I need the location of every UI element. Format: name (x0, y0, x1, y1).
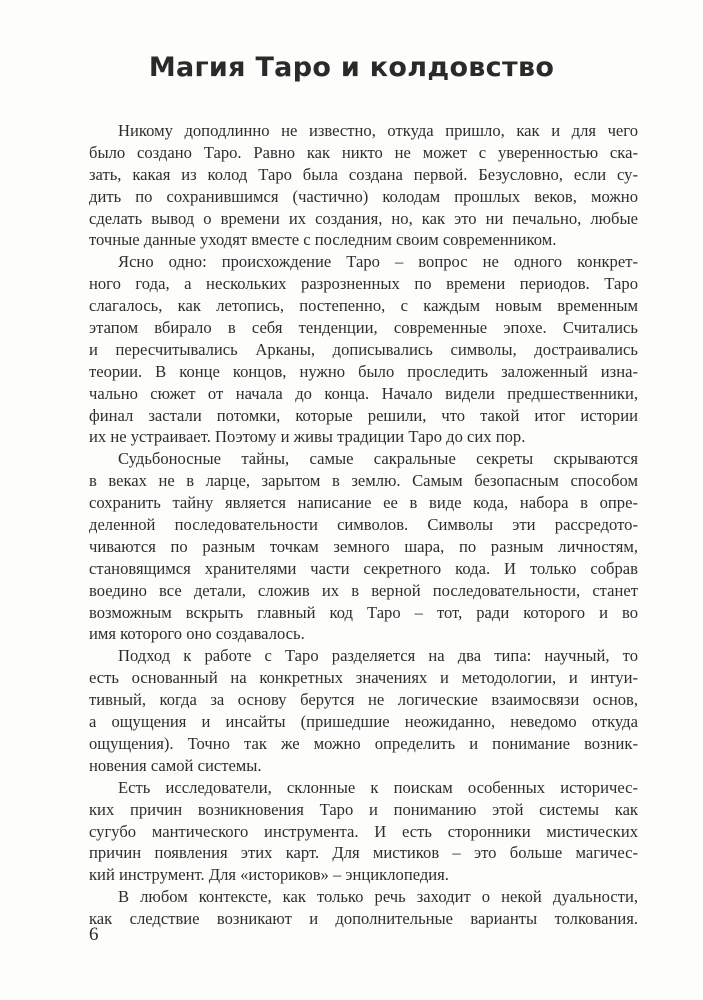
text-line: сделать вывод о времени их создания, но, как это ни печально, любые (89, 208, 638, 228)
text-line: как следствие возникают и дополнительные варианты толкования. (89, 909, 638, 929)
text-line: чально сюжет от начала до конца. Начало видели предшественники, (89, 383, 638, 403)
text-line: финал застали потомки, которые решили, что такой итог истории (89, 405, 638, 425)
text-line: чиваются по разным точкам земного шара, по разным личностям, (89, 536, 638, 556)
text-line: Подход к работе с Таро разделяется на два типа: научный, то (118, 646, 638, 666)
text-line: становящимся хранителями части секретного кода. И только собрав (89, 558, 638, 578)
text-line: Ясно одно: происхождение Таро – вопрос не одного конкрет- (118, 252, 638, 272)
text-line: есть основанный на конкретных значениях и методологии, и интуи- (89, 668, 638, 688)
text-line: Никому доподлинно не известно, откуда пришло, как и для чего (118, 121, 638, 140)
text-line: кий инструмент. Для «историков» – энциклопедия. (89, 865, 449, 885)
paragraph (89, 448, 638, 645)
text-line: теории. В конце концов, нужно было проследить заложенный изна- (89, 361, 638, 381)
text-line: дить по сохранившимся (частично) колодам прошлых веков, можно (89, 186, 638, 206)
text-line: имя которого оно создавалось. (89, 624, 305, 644)
paragraph (89, 251, 638, 448)
paragraph (89, 120, 638, 251)
text-line: точные данные уходят вместе с последним своим современником. (89, 230, 557, 250)
paragraph (89, 645, 638, 776)
body-text (89, 120, 638, 930)
page-number: 6 (89, 924, 99, 945)
text-line: было создано Таро. Равно как никто не может с уверенностью ска- (89, 142, 638, 162)
text-line: ких причин возникновения Таро и пониманию этой системы как (89, 799, 638, 819)
text-line: ощущения). Точно так же можно определить и понимание возник- (89, 733, 638, 753)
text-line: и пересчитывались Арканы, дописывались символы, достраивались (89, 339, 638, 359)
text-line: этапом вбирало в себя тенденции, современные эпохе. Считались (89, 318, 638, 338)
text-line: ного года, а нескольких разрозненных по времени периодов. Таро (89, 274, 638, 294)
text-line: Судьбоносные тайны, самые сакральные секреты скрываются (118, 449, 638, 469)
text-line: деленной последовательности символов. Символы эти рассредото- (89, 515, 638, 535)
text-line: слагалось, как летопись, постепенно, с каждым новым временным (89, 296, 638, 316)
text-line: зать, какая из колод Таро была создана первой. Безусловно, если су- (89, 164, 638, 184)
text-line: воедино все детали, сложив их в верной последовательности, станет (89, 580, 638, 600)
text-line: тивный, когда за основу берутся не логические взаимосвязи основ, (89, 690, 638, 710)
text-line: новения самой системы. (89, 755, 262, 775)
text-line: В любом контексте, как только речь заходит о некой дуальности, (118, 887, 638, 907)
page-title: Магия Таро и колдовство (148, 52, 555, 83)
text-line: возможным вскрыть главный код Таро – тот, ради которого и во (89, 602, 638, 622)
text-line: сохранить тайну является написание ее в виде кода, набора в опре- (89, 493, 638, 513)
text-line: сугубо мантического инструмента. И есть сторонники мистических (89, 821, 638, 841)
text-line: а ощущения и инсайты (пришедшие неожиданно, неведомо откуда (89, 712, 638, 732)
text-line: Есть исследователи, склонные к поискам особенных историчес- (118, 777, 638, 797)
text-line: в веках не в ларце, зарытом в землю. Самым безопасным способом (89, 471, 638, 491)
paragraph (89, 777, 638, 886)
text-line: причин появления этих карт. Для мистиков – это больше магичес- (89, 843, 638, 863)
text-line: их не устраивает. Поэтому и живы традиции Таро до сих пор. (89, 427, 526, 447)
paragraph (89, 886, 638, 930)
